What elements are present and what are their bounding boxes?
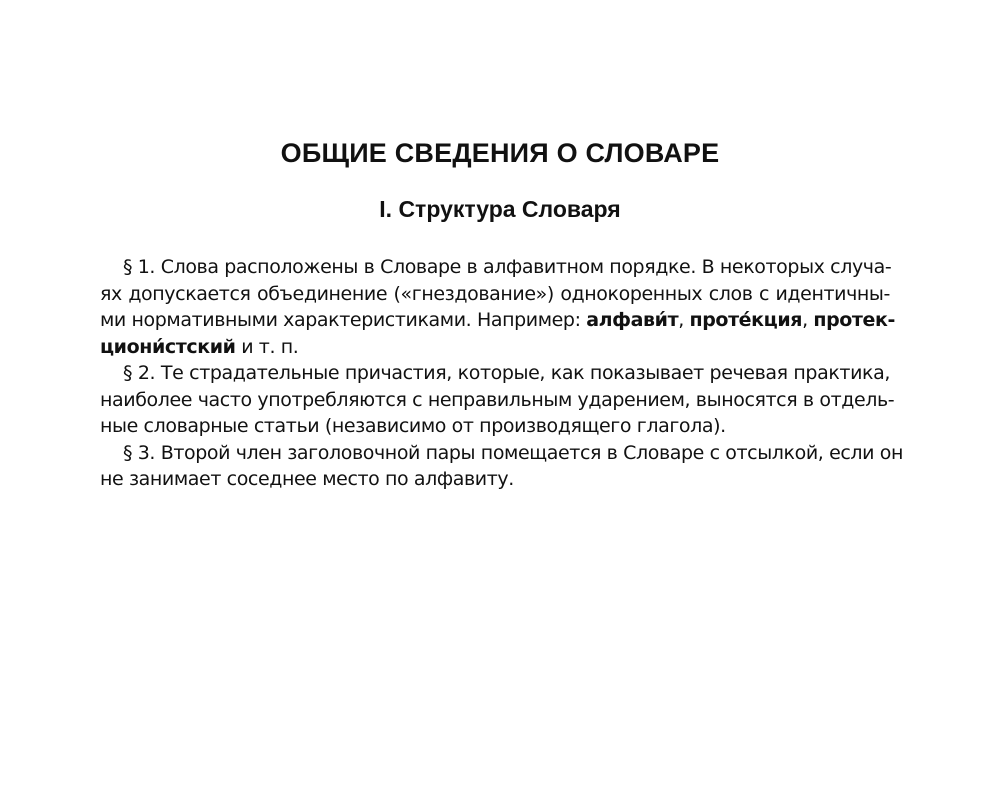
paragraph-line: § 3. Второй член заголовочной пары помещается в Словаре с отсылкой, если он (123, 441, 903, 464)
body-text (100, 254, 903, 493)
paragraph-line (100, 307, 896, 334)
paragraph-2 (100, 360, 895, 440)
text-span: и т. п. (235, 335, 299, 358)
separator: , (678, 309, 690, 331)
paragraph-1 (100, 254, 896, 360)
paragraph-line: ях допускается объединение («гнездование») однокоренных слов с идентичны- (100, 282, 890, 305)
example-word: алфави́т (586, 309, 679, 331)
paragraph-line: § 1. Слова расположены в Словаре в алфавитном порядке. В некоторых случа- (123, 256, 892, 278)
separator: , (802, 309, 814, 331)
paragraph-line: ные словарные статьи (независимо от производящего глагола). (100, 415, 726, 437)
page-title: ОБЩИЕ СВЕДЕНИЯ О СЛОВАРЕ (280, 138, 720, 168)
example-word: протек- (813, 309, 896, 331)
paragraph-line: § 2. Те страдательные причастия, которые, как показывает речевая практика, (123, 362, 890, 384)
text-span: ми нормативными характеристиками. Например: (100, 309, 587, 331)
paragraph-line: не занимает соседнее место по алфавиту. (100, 468, 514, 490)
paragraph-line: наиболее часто употребляются с неправильным ударением, выносятся в отдель- (100, 388, 895, 411)
section-heading: I. Структура Словаря (379, 196, 621, 222)
paragraph-line (100, 334, 890, 361)
paragraph-3 (100, 440, 903, 493)
example-word: циони́стский (100, 335, 236, 358)
example-word: проте́кция (689, 309, 803, 331)
